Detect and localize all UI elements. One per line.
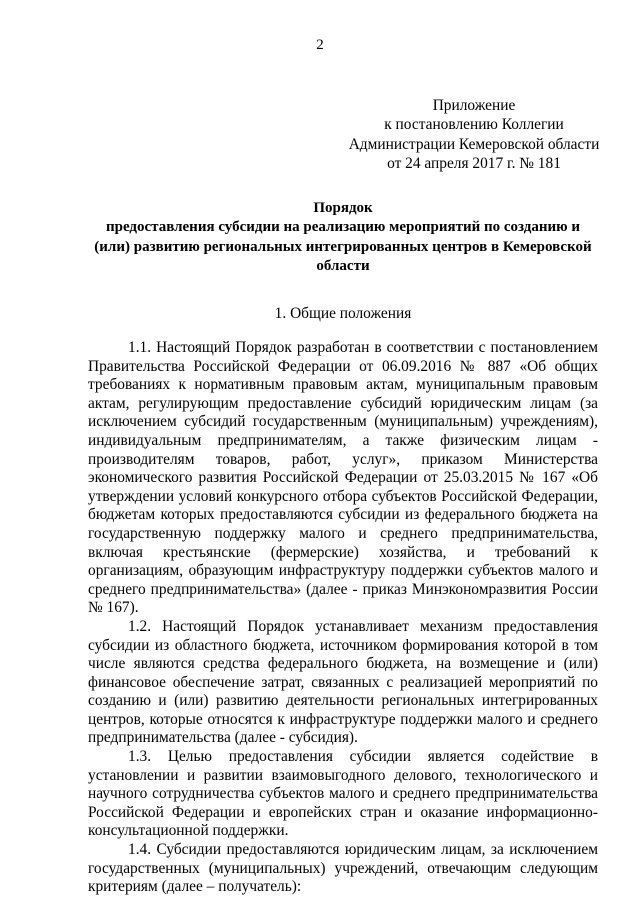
paragraph-1-2: 1.2. Настоящий Порядок устанавливает механизм предоставления субсидии из областного бюджета, источником формирования которой в том числе являются средства федерального бюджета, на возмещение и (или) финансовое обеспечение затрат, связанных с реализацией мероприятий по созданию и (или) развитию деятельности региональных интегрированных центров, которые относятся к инфраструктуре поддержки малого и среднего предпринимательства (далее - субсидия). (88, 617, 598, 747)
appendix-line: Администрации Кемеровской области (348, 135, 600, 153)
title-line-1: Порядок (313, 200, 373, 216)
section-heading: 1. Общие положения (274, 305, 412, 322)
paragraph-1-3: 1.3. Целью предоставления субсидии является содействие в установлении и развитии взаимовыгодного делового, технологического и научного сотрудничества субъектов малого и среднего предпринимательства Российской Федерации и европейских стран и оказание информационно-консультационной поддержки. (88, 748, 598, 840)
document-body (88, 339, 598, 897)
appendix-line: Приложение (432, 97, 516, 114)
appendix-block (334, 96, 614, 173)
document-title (88, 199, 598, 276)
appendix-line: от 24 апреля 2017 г. № 181 (387, 154, 561, 172)
paragraph-1-4: 1.4. Субсидии предоставляются юридическим лицам, за исключением государственных (муниципальных) учреждений, отвечающим следующим критериям (далее – получатель): (88, 841, 598, 896)
appendix-line: к постановлению Коллегии (384, 116, 564, 134)
paragraph-1-1: 1.1. Настоящий Порядок разработан в соответствии с постановлением Правительства Российской Федерации от 06.09.2016 № 887 «Об общих требованиях к нормативным правовым актам, муниципальным правовым актам, регулирующим предоставление субсидий юридическим лицам (за исключением субсидий государственным (муниципальным) учреждениям), индивидуальным предпринимателям, а также физическим лицам - производителям товаров, работ, услуг», приказом Министерства экономического развития Российской Федерации от 25.03.2015 № 167 «Об утверждении условий конкурсного отбора субъектов Российской Федерации, бюджетам которых предоставляются субсидии из федерального бюджета на государственную поддержку малого и среднего предпринимательства, включая крестьянские (фермерские) хозяйства, и требований к организациям, образующим инфраструктуру поддержки субъектов малого и среднего предпринимательства» (далее - приказ Минэкономразвития России № 167). (88, 339, 598, 617)
title-line-2: предоставления субсидии на реализацию мероприятий по созданию и (или) развитию региональных интегрированных центров в Кемеровской области (94, 219, 592, 274)
page-number: 2 (316, 37, 324, 53)
